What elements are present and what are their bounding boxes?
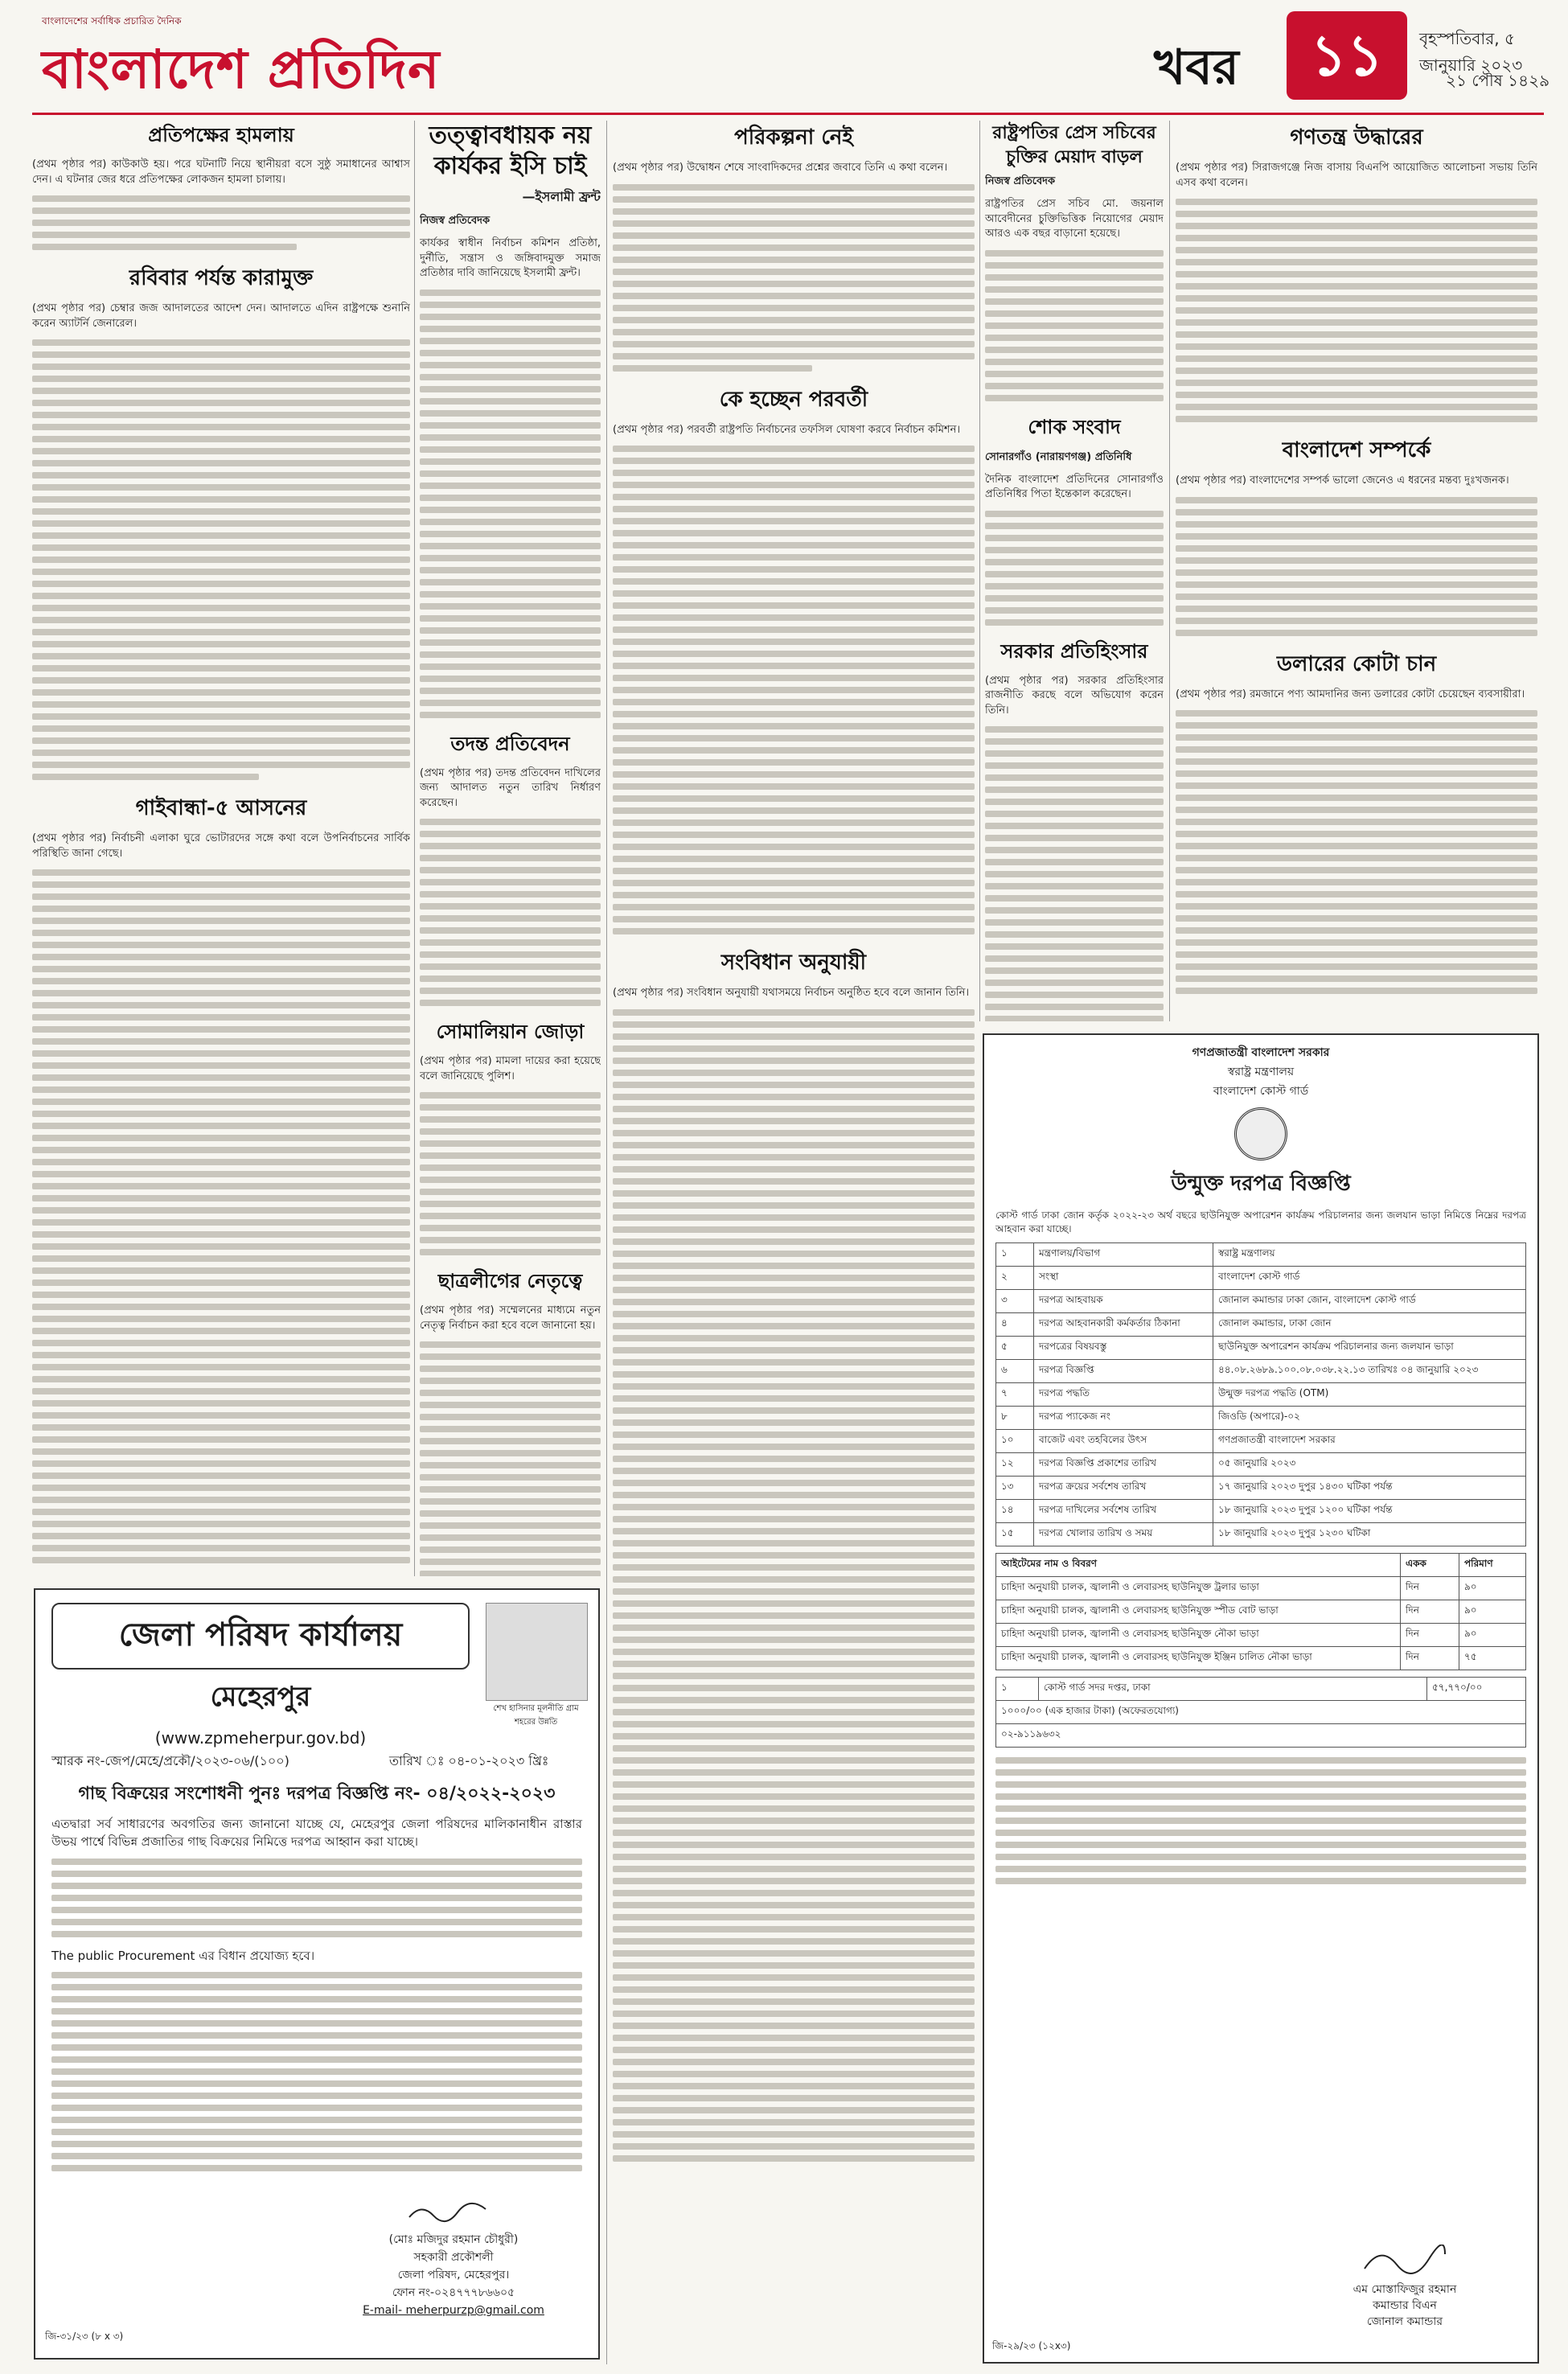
row-value: বাংলাদেশ কোস্ট গার্ড [1213, 1267, 1526, 1290]
article-lead: (প্রথম পৃষ্ঠার পর) সম্মেলনের মাধ্যমে নতুন নেতৃত্ব নির্বাচন করা হবে বলে জানানো হয়। [420, 1304, 601, 1332]
column-2 [420, 121, 601, 1576]
ad-website[interactable]: (www.zpmeherpur.gov.bd) [154, 1728, 367, 1748]
notice-body-text [51, 1859, 582, 1937]
column-divider [979, 121, 980, 1021]
row-label: মন্ত্রণালয়/বিভাগ [1034, 1243, 1213, 1267]
items-col-unit: একক [1401, 1554, 1459, 1577]
article-headline[interactable]: ডলারের কোটা চান [1276, 651, 1437, 676]
article-lead: (প্রথম পৃষ্ঠার পর) কাউকাউ হয়। পরে ঘটনাটি নিয়ে স্থানীয়রা বসে সুষ্ঠু সমাধানের আশ্বাস দেন। এ ঘটনার জের ধরে প্রতিপক্ষের লোকজন হামলা চালায়। [32, 158, 410, 186]
tender-instructions-text [995, 1757, 1526, 1884]
article-headline[interactable]: কে হচ্ছেন পরবর্তী [719, 387, 868, 412]
row-number: ১ [996, 1243, 1034, 1267]
ad-title: জেলা পরিষদ কার্যালয় [51, 1603, 470, 1670]
item-unit: দিন [1401, 1600, 1459, 1624]
tender-details-table [995, 1242, 1526, 1546]
article-lead: (প্রথম পৃষ্ঠার পর) চেম্বার জজ আদালতের আদেশ দেন। আদালতে এদিন রাষ্ট্রপক্ষে শুনানি করেন অ্যাটর্নি জেনারেল। [32, 302, 410, 330]
article-headline[interactable]: বাংলাদেশ সম্পর্কে [1282, 438, 1431, 462]
article-reporter: নিজস্ব প্রতিবেদক [420, 215, 491, 227]
ministry-name: স্বরাষ্ট্র মন্ত্রণালয় [1227, 1066, 1295, 1078]
notice-body-text [51, 1972, 582, 2171]
row-number: ১৪ [996, 1500, 1034, 1523]
article-body-text [1176, 199, 1537, 422]
article-headline[interactable]: তদন্ত প্রতিবেদন [450, 731, 570, 755]
notice-body: এতদ্বারা সর্ব সাধারণের অবগতির জন্য জানানো যাচ্ছে যে, মেহেরপুর জেলা পরিষদের মালিকানাধীন রাস্তার উভয় পার্শ্বে বিভিন্ন প্রজাতির গাছ বিক্রয়ের নিমিত্তে দরপত্র আহ্বান করা যাচ্ছে। [51, 1817, 582, 1849]
signature-icon [405, 2201, 502, 2225]
table-row [996, 1500, 1526, 1523]
article-headline[interactable]: গাইবান্ধা-৫ আসনের [135, 796, 307, 820]
row-label: দরপত্র আহবায়ক [1034, 1290, 1213, 1313]
row-label: দরপত্র খোলার তারিখ ও সময় [1034, 1523, 1213, 1546]
article-headline[interactable]: পরিকল্পনা নেই [734, 125, 853, 150]
article-lead: (প্রথম পৃষ্ঠার পর) রমজানে পণ্য আমদানির জন্য ডলারের কোটা চেয়েছেন ব্যবসায়ীরা। [1176, 688, 1525, 700]
article-body-text [1176, 497, 1537, 636]
table-row [996, 1360, 1526, 1383]
article-headline[interactable]: তত্ত্বাবধায়ক নয় কার্যকর ইসি চাই [429, 121, 592, 180]
tender-ad-code: জি-২৯/২৩ (১২x৩) [992, 2340, 1071, 2351]
table-row [996, 1337, 1526, 1360]
row-value: ১৮ জানুয়ারি ২০২৩ দুপুর ১২০০ ঘটিকা পর্যন্ত [1213, 1500, 1526, 1523]
article-lead: (প্রথম পৃষ্ঠার পর) তদন্ত প্রতিবেদন দাখিলের জন্য আদালত নতুন তারিখ নির্ধারণ করেছেন। [420, 766, 601, 809]
tender-signer-title: জোনাল কমান্ডার [1366, 2315, 1443, 2328]
article-body-text [985, 726, 1164, 1021]
tender-signer-rank: কমান্ডার বিএন [1373, 2299, 1437, 2312]
article-body-text [420, 1341, 601, 1576]
row-value: ১৮ জানুয়ারি ২০২৩ দুপুর ১২৩০ ঘটিকা [1213, 1523, 1526, 1546]
item-qty: ৯০ [1459, 1577, 1526, 1600]
row-number: ১২ [996, 1453, 1034, 1477]
column-1 [32, 121, 410, 1576]
item-unit: দিন [1401, 1624, 1459, 1647]
row-number: ৮ [996, 1407, 1034, 1430]
article-body-text [420, 819, 601, 1006]
logo-tagline: বাংলাদেশের সর্বাধিক প্রচারিত দৈনিক [42, 15, 182, 27]
row-value: জিওডি (অপারে)-০২ [1213, 1407, 1526, 1430]
lot-number: ১ [996, 1678, 1039, 1701]
section-name: খবর [1154, 39, 1239, 96]
row-label: দরপত্র পদ্ধতি [1034, 1383, 1213, 1407]
coast-guard-tender-ad[interactable] [983, 1033, 1539, 2364]
row-value: উন্মুক্ত দরপত্র পদ্ধতি (OTM) [1213, 1383, 1526, 1407]
table-row [996, 1243, 1526, 1267]
row-label: দরপত্র বিজ্ঞপ্তি প্রকাশের তারিখ [1034, 1453, 1213, 1477]
article-lead: কার্যকর স্বাধীন নির্বাচন কমিশন প্রতিষ্ঠা, দুর্নীতি, সন্ত্রাস ও জঙ্গিবাদমুক্ত সমাজ প্রতিষ্ঠার দাবি জানিয়েছে ইসলামী ফ্রন্ট। [420, 237, 601, 279]
column-5 [1176, 121, 1537, 1021]
article-body-text [985, 250, 1164, 401]
table-row [996, 1477, 1526, 1500]
article-reporter: নিজস্ব প্রতিবেদক [985, 175, 1056, 187]
tender-signature-block [1304, 2245, 1505, 2330]
row-label: দরপত্র বিজ্ঞপ্তি [1034, 1360, 1213, 1383]
table-row [996, 1523, 1526, 1546]
table-row [996, 1624, 1526, 1647]
row-label: দরপত্র আহবানকারী কর্মকর্তার ঠিকানা [1034, 1313, 1213, 1337]
tender-intro: কোস্ট গার্ড ঢাকা জোন কর্তৃক ২০২২-২৩ অর্থ বছরে ছাউনিযুক্ত অপারেশন কার্যক্রম পরিচালনার জন্য জলযান ভাড়া নিমিত্তে নিম্নের দরপত্র আহবান করা যাচ্ছে। [995, 1210, 1526, 1234]
zila-parishad-ad[interactable] [34, 1588, 600, 2360]
article-lead: (প্রথম পৃষ্ঠার পর) মামলা দায়ের করা হয়েছে বলে জানিয়েছে পুলিশ। [420, 1055, 601, 1082]
row-number: ২ [996, 1267, 1034, 1290]
ad-code: জি-৩১/২৩ (৮ x ৩) [45, 2331, 124, 2342]
date-bangla: ২১ পৌষ ১৪২৯ [1446, 71, 1550, 90]
item-qty: ৯০ [1459, 1600, 1526, 1624]
items-col-qty: পরিমাণ [1459, 1554, 1526, 1577]
table-row [996, 1267, 1526, 1290]
item-unit: দিন [1401, 1577, 1459, 1600]
signer-email[interactable]: E-mail- meherpurzp@gmail.com [363, 2304, 544, 2317]
item-qty: ৯০ [1459, 1624, 1526, 1647]
article-body-text [1176, 710, 1537, 994]
table-row [996, 1407, 1526, 1430]
item-name: চাহিদা অনুযায়ী চালক, জ্বালানী ও লেবারসহ ছাউনিযুক্ত স্পীড বোট ভাড়া [996, 1600, 1401, 1624]
item-name: চাহিদা অনুযায়ী চালক, জ্বালানী ও লেবারসহ ছাউনিযুক্ত নৌকা ভাড়া [996, 1624, 1401, 1647]
column-divider [606, 121, 607, 2364]
tender-signer-name: এম মোস্তাফিজুর রহমান [1353, 2283, 1457, 2296]
page-number-badge: ১১ [1287, 11, 1407, 100]
article-body-text [420, 1092, 601, 1255]
signer-office: জেলা পরিষদ, মেহেরপুর। [397, 2269, 510, 2282]
column-divider [1169, 121, 1170, 1021]
table-row [996, 1577, 1526, 1600]
notice-title: গাছ বিক্রয়ের সংশোধনী পুনঃ দরপত্র বিজ্ঞপ্তি নং- ০৪/২০২২-২০২৩ [78, 1784, 556, 1804]
article-byline: —ইসলামী ফ্রন্ট [522, 189, 601, 204]
article-lead: (প্রথম পৃষ্ঠার পর) নির্বাচনী এলাকা ঘুরে ভোটারদের সঙ্গে কথা বলে উপনির্বাচনের সার্বিক পরিস্থিতি জানা গেছে। [32, 832, 410, 860]
row-value: স্বরাষ্ট্র মন্ত্রণালয় [1213, 1243, 1526, 1267]
portrait-photo [486, 1603, 588, 1701]
row-label: সংস্থা [1034, 1267, 1213, 1290]
signer-title: সহকারী প্রকৌশলী [413, 2251, 494, 2264]
row-label: দরপত্রের বিষয়বস্তু [1034, 1337, 1213, 1360]
ad-subtitle: মেহেরপুর [210, 1681, 311, 1713]
lot-security: ৫৭,৭৭০/০০ [1427, 1678, 1526, 1701]
article-headline[interactable]: সংবিধান অনুযায়ী [720, 951, 867, 975]
items-col-name: আইটেমের নাম ও বিবরণ [996, 1554, 1401, 1577]
row-number: ১৩ [996, 1477, 1034, 1500]
article-lead: (প্রথম পৃষ্ঠার পর) বাংলাদেশের সম্পর্ক ভালো জেনেও এ ধরনের মন্তব্য দুঃখজনক। [1176, 474, 1509, 487]
column-divider [414, 121, 415, 1576]
lot-place: কোস্ট গার্ড সদর দপ্তর, ঢাকা [1039, 1678, 1427, 1701]
item-name: চাহিদা অনুযায়ী চালক, জ্বালানী ও লেবারসহ ছাউনিযুক্ত ট্রলার ভাড়া [996, 1577, 1401, 1600]
row-value: জোনাল কমান্ডার, ঢাকা জোন [1213, 1313, 1526, 1337]
row-value: গণপ্রজাতন্ত্রী বাংলাদেশ সরকার [1213, 1430, 1526, 1453]
row-number: ১৫ [996, 1523, 1034, 1546]
article-body-text [613, 1009, 975, 2162]
masthead-divider [32, 113, 1544, 115]
table-row [996, 1430, 1526, 1453]
memo-number: স্মারক নং-জেপ/মেহে/প্রকৌ/২০২৩-০৬/(১০০) [51, 1753, 289, 1768]
row-value: ১৭ জানুয়ারি ২০২৩ দুপুর ১৪৩০ ঘটিকা পর্যন্ত [1213, 1477, 1526, 1500]
article-headline[interactable]: রবিবার পর্যন্ত কারামুক্ত [129, 266, 314, 290]
row-value: ছাউনিযুক্ত অপারেশন কার্যক্রম পরিচালনার জন্য জলযান ভাড়া [1213, 1337, 1526, 1360]
article-headline[interactable]: রাষ্ট্রপতির প্রেস সচিবের চুক্তির মেয়াদ বাড়ল [992, 122, 1156, 167]
procurement-rule: The public Procurement এর বিধান প্রযোজ্য হবে। [51, 1949, 315, 1963]
tender-lot-table [995, 1677, 1526, 1748]
article-lead: দৈনিক বাংলাদেশ প্রতিদিনের সোনারগাঁও প্রতিনিধির পিতা ইন্তেকাল করেছেন। [985, 473, 1164, 500]
article-lead: (প্রথম পৃষ্ঠার পর) সংবিধান অনুযায়ী যথাসময়ে নির্বাচন অনুষ্ঠিত হবে বলে জানান তিনি। [613, 987, 970, 999]
date-english: বৃহস্পতিবার, ৫ জানুয়ারি ২০২৩ [1419, 29, 1523, 75]
column-4 [985, 121, 1164, 1021]
row-label: দরপত্র ক্রয়ের সর্বশেষ তারিখ [1034, 1477, 1213, 1500]
article-headline[interactable]: গণতন্ত্র উদ্ধারের [1290, 125, 1423, 150]
article-body-text [32, 869, 410, 1563]
article-body-text [613, 184, 975, 372]
column-3 [613, 121, 975, 2372]
row-number: ৫ [996, 1337, 1034, 1360]
table-row [996, 1453, 1526, 1477]
gov-name: গণপ্রজাতন্ত্রী বাংলাদেশ সরকার [1192, 1046, 1330, 1059]
memo-date: তারিখ ঃ ০৪-০১-২০২৩ খ্রিঃ [389, 1753, 549, 1768]
row-value: ৪৪.০৮.২৬৮৯.১০০.০৮.০৩৮.২২.১৩ তারিখঃ ০৪ জানুয়ারি ২০২৩ [1213, 1360, 1526, 1383]
article-body-text [32, 339, 410, 780]
item-name: চাহিদা অনুযায়ী চালক, জ্বালানী ও লেবারসহ ছাউনিযুক্ত ইঞ্জিন চালিত নৌকা ভাড়া [996, 1647, 1401, 1670]
tender-phone: ০২-৯১১৯৬৩২ [996, 1724, 1526, 1748]
article-headline[interactable]: শোক সংবাদ [1028, 414, 1121, 438]
row-number: ১০ [996, 1430, 1034, 1453]
row-number: ৪ [996, 1313, 1034, 1337]
table-row [996, 1600, 1526, 1624]
article-headline[interactable]: প্রতিপক্ষের হামলায় [148, 123, 294, 146]
article-lead: (প্রথম পৃষ্ঠার পর) সরকার প্রতিহিংসার রাজনীতি করছে বলে অভিযোগ করেন তিনি। [985, 674, 1164, 717]
signer-name: (মোঃ মজিদুর রহমান চৌধুরী) [388, 2233, 519, 2246]
article-lead: রাষ্ট্রপতির প্রেস সচিব মো. জয়নাল আবেদীনের চুক্তিভিত্তিক নিয়োগের মেয়াদ আরও এক বছর বাড়ানো হয়েছে। [985, 198, 1164, 240]
row-value: ০৫ জানুয়ারি ২০২৩ [1213, 1453, 1526, 1477]
signature-block [325, 2201, 582, 2319]
signature-icon [1361, 2245, 1449, 2277]
signer-phone: ফোন নং-০২৪৭৭৭৮৬৬০৫ [392, 2286, 515, 2299]
article-headline[interactable]: ছাত্রলীগের নেতৃত্বে [437, 1269, 583, 1292]
item-unit: দিন [1401, 1647, 1459, 1670]
table-row [996, 1647, 1526, 1670]
coast-guard-seal-icon [1234, 1107, 1287, 1160]
row-label: বাজেট এবং তহবিলের উৎস [1034, 1430, 1213, 1453]
row-number: ৬ [996, 1360, 1034, 1383]
dept-name: বাংলাদেশ কোস্ট গার্ড [1213, 1085, 1309, 1098]
tender-title: উন্মুক্ত দরপত্র বিজ্ঞপ্তি [1171, 1172, 1351, 1196]
row-number: ৭ [996, 1383, 1034, 1407]
article-headline[interactable]: সরকার প্রতিহিংসার [1000, 639, 1148, 663]
tender-items-table [995, 1553, 1526, 1670]
tender-price: ১০০০/০০ (এক হাজার টাকা) (অফেরতযোগ্য) [996, 1701, 1526, 1724]
table-row [996, 1290, 1526, 1313]
row-label: দরপত্র প্যাকেজ নং [1034, 1407, 1213, 1430]
item-qty: ৭৫ [1459, 1647, 1526, 1670]
article-body-text [985, 511, 1164, 626]
row-value: জোনাল কমান্ডার ঢাকা জোন, বাংলাদেশ কোস্ট গার্ড [1213, 1290, 1526, 1313]
row-label: দরপত্র দাখিলের সর্বশেষ তারিখ [1034, 1500, 1213, 1523]
article-reporter: সোনারগাঁও (নারায়ণগঞ্জ) প্রতিনিধি [985, 450, 1132, 463]
article-lead: (প্রথম পৃষ্ঠার পর) উদ্বোধন শেষে সাংবাদিকদের প্রশ্নের জবাবে তিনি এ কথা বলেন। [613, 162, 948, 174]
article-body-text [32, 195, 410, 250]
article-headline[interactable]: সোমালিয়ান জোড়া [436, 1020, 585, 1043]
photo-caption: শেখ হাসিনার মূলনীতি গ্রাম শহরের উন্নতি [493, 1704, 579, 1727]
article-lead: (প্রথম পৃষ্ঠার পর) পরবর্তী রাষ্ট্রপতি নির্বাচনের তফসিল ঘোষণা করবে নির্বাচন কমিশন। [613, 423, 961, 436]
row-number: ৩ [996, 1290, 1034, 1313]
article-body-text [420, 290, 601, 718]
table-row [996, 1313, 1526, 1337]
article-body-text [613, 446, 975, 934]
article-lead: (প্রথম পৃষ্ঠার পর) সিরাজগঞ্জে নিজ বাসায় বিএনপি আয়োজিত আলোচনা সভায় তিনি এসব কথা বলেন। [1176, 162, 1537, 189]
masthead [0, 0, 1568, 129]
newspaper-logo[interactable]: বাংলাদেশ প্রতিদিন [42, 38, 441, 101]
table-row [996, 1383, 1526, 1407]
